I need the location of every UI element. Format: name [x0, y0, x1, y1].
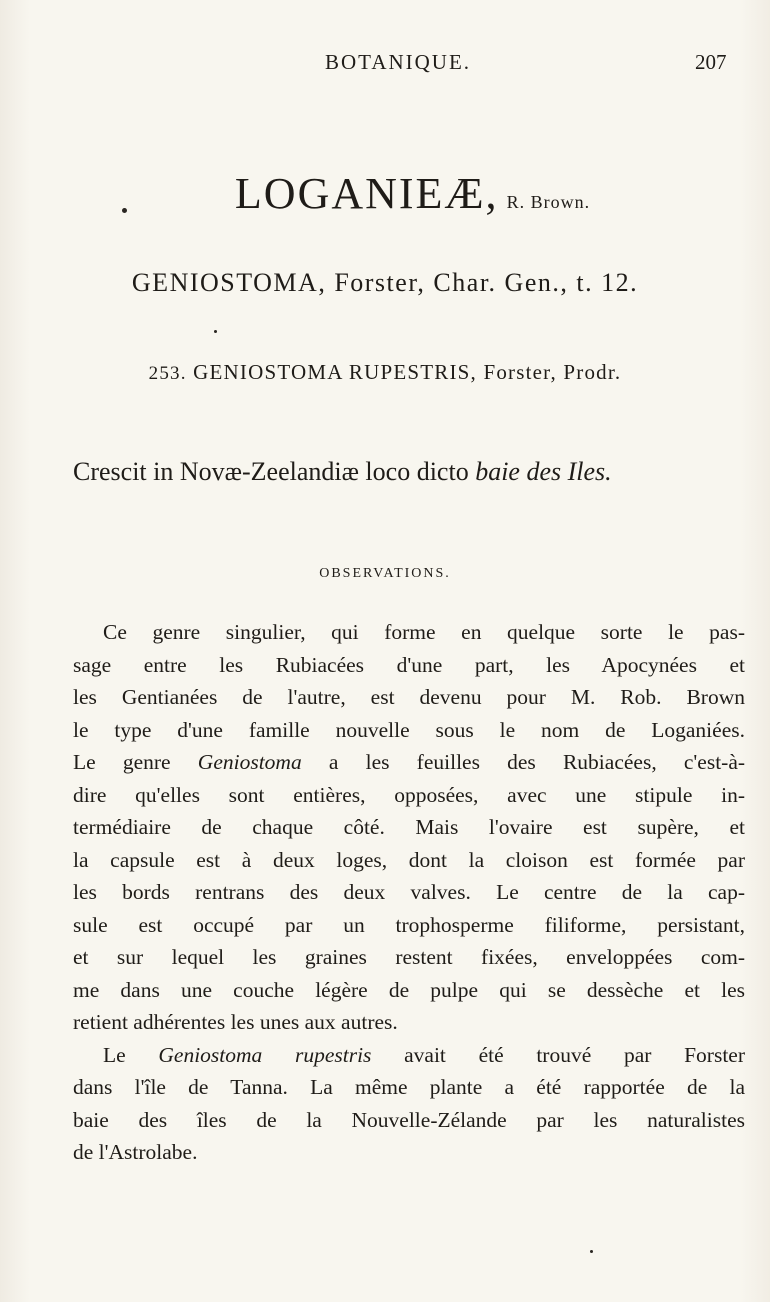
locality-italic: baie des Iles. [475, 457, 612, 486]
text-line: les Gentianées de l'autre, est devenu pour M. Rob. Brown [73, 685, 745, 709]
text-line: de l'Astrolabe. [73, 1140, 198, 1164]
text-line [73, 1039, 745, 1072]
text-line: sage entre les Rubiacées d'une part, les Apocynées et [73, 652, 745, 677]
text-line: le type d'une famille nouvelle sous le nom de Loganiées. [73, 717, 745, 742]
page-number: 207 [695, 50, 727, 74]
running-head [0, 50, 770, 80]
species-name: GENIOSTOMA RUPESTRIS, Forster, Prodr. [193, 360, 622, 384]
italic-genus: Geniostoma [197, 750, 302, 774]
family-heading [0, 168, 770, 219]
text-line: les bords rentrans des deux valves. Le centre de la cap- [73, 880, 745, 904]
text-line: dans l'île de Tanna. La même plante a été rapportée de la [73, 1075, 745, 1099]
ink-speck [214, 330, 217, 333]
text-line: la capsule est à deux loges, dont la cloison est formée par [73, 847, 745, 872]
ink-speck [590, 1250, 593, 1253]
text-fragment: Le [103, 1042, 126, 1067]
italic-species: Geniostoma rupestris [158, 1042, 372, 1067]
text-line: termédiaire de chaque côté. Mais l'ovaire est supère, et [73, 815, 745, 839]
family-name: LOGANIEÆ, [234, 169, 499, 218]
text-fragment: avait été trouvé par Forster [404, 1042, 745, 1067]
species-number: 253. [148, 363, 187, 384]
text-fragment: a les feuilles des Rubiacées, c'est-à- [328, 750, 745, 774]
text-line: sule est occupé par un trophosperme filiforme, persistant, [73, 912, 745, 937]
locality-paragraph [73, 452, 743, 492]
observations-body [73, 616, 745, 1169]
text-line: retient adhérentes les unes aux autres. [73, 1010, 398, 1034]
text-line: et sur lequel les graines restent fixées, enveloppées com- [73, 945, 745, 969]
genus-heading: GENIOSTOMA, Forster, Char. Gen., t. 12. [131, 268, 639, 297]
text-line: dire qu'elles sont entières, opposées, avec une stipule in- [73, 782, 745, 807]
locality-text: Crescit in Novæ-Zeelandiæ loco dicto [73, 457, 469, 486]
text-line: me dans une couche légère de pulpe qui se dessèche et les [73, 977, 745, 1002]
text-line: Ce genre singulier, qui forme en quelque sorte le pas- [103, 620, 745, 644]
observations-heading: OBSERVATIONS. [319, 566, 451, 581]
text-fragment: Le genre [73, 750, 171, 774]
text-line [73, 746, 745, 779]
family-authority: R. Brown. [506, 192, 591, 212]
species-heading [0, 360, 770, 385]
text-line: baie des îles de la Nouvelle-Zélande par les naturalistes [73, 1107, 745, 1132]
running-head-title: BOTANIQUE. [325, 50, 472, 74]
